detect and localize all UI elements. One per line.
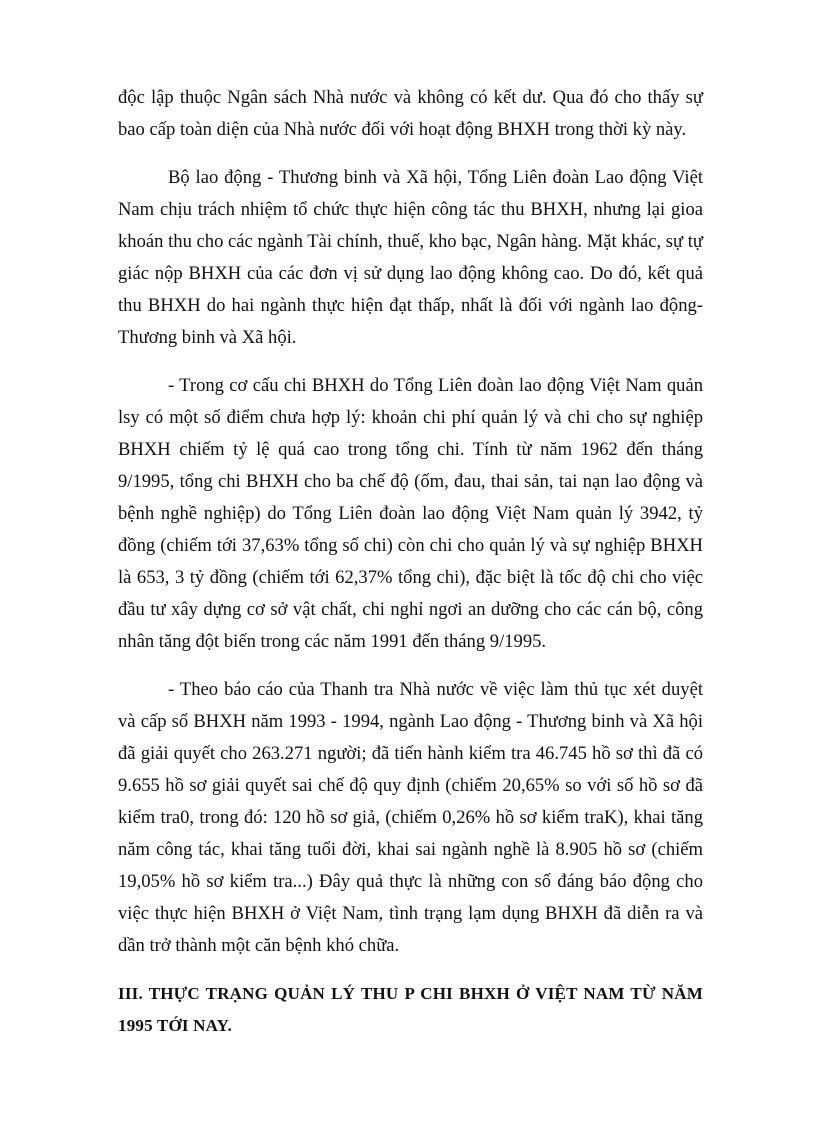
document-page	[118, 82, 703, 1042]
paragraph-1: độc lập thuộc Ngân sách Nhà nước và không có kết dư. Qua đó cho thấy sự bao cấp toàn diện của Nhà nước đối với hoạt động BHXH trong thời kỳ này.	[118, 87, 703, 140]
section-heading: III. THỰC TRẠNG QUẢN LÝ THU P CHI BHXH Ở VIỆT NAM TỪ NĂM 1995 TỚI NAY.	[118, 984, 703, 1035]
paragraph-2: Bộ lao động - Thương binh và Xã hội, Tổng Liên đoàn Lao động Việt Nam chịu trách nhiệm tổ chức thực hiện công tác thu BHXH, nhưng lại gioa khoán thu cho các ngành Tài chính, thuế, kho bạc, Ngân hàng. Mặt khác, sự tự giác nộp BHXH của các đơn vị sử dụng lao động không cao. Do đó, kết quả thu BHXH do hai ngành thực hiện đạt thấp, nhất là đối với ngành lao động-Thương binh và Xã hội.	[118, 167, 703, 348]
paragraph-3: - Trong cơ cấu chi BHXH do Tổng Liên đoàn lao động Việt Nam quản lsy có một số điểm chưa hợp lý: khoản chi phí quản lý và chi cho sự nghiệp BHXH chiếm tỷ lệ quá cao trong tổng chi. Tính từ năm 1962 đến tháng 9/1995, tổng chi BHXH cho ba chế độ (ốm, đau, thai sản, tai nạn lao động và bệnh nghề nghiệp) do Tổng Liên đoàn lao động Việt Nam quản lý 3942, tỷ đồng (chiếm tới 37,63% tổng số chi) còn chi cho quản lý và sự nghiệp BHXH là 653, 3 tỷ đồng (chiếm tới 62,37% tổng chi), đặc biệt là tốc độ chi cho việc đầu tư xây dựng cơ sở vật chất, chi nghỉ ngơi an dưỡng cho các cán bộ, công nhân tăng đột biến trong các năm 1991 đến tháng 9/1995.	[118, 375, 703, 652]
paragraph-4: - Theo báo cáo của Thanh tra Nhà nước về việc làm thủ tục xét duyệt và cấp sổ BHXH năm 1993 - 1994, ngành Lao động - Thương binh và Xã hội đã giải quyết cho 263.271 người; đã tiến hành kiểm tra 46.745 hồ sơ thì đã có 9.655 hồ sơ giải quyết sai chế độ quy định (chiếm 20,65% so với số hồ sơ đã kiểm tra0, trong đó: 120 hồ sơ giả, (chiếm 0,26% hồ sơ kiểm traK), khai tăng năm công tác, khai tăng tuổi đời, khai sai ngành nghề là 8.905 hồ sơ (chiếm 19,05% hồ sơ kiểm tra...) Đây quả thực là những con số đáng báo động cho việc thực hiện BHXH ở Việt Nam, tình trạng lạm dụng BHXH đã diễn ra và dần trở thành một căn bệnh khó chữa.	[118, 679, 703, 956]
